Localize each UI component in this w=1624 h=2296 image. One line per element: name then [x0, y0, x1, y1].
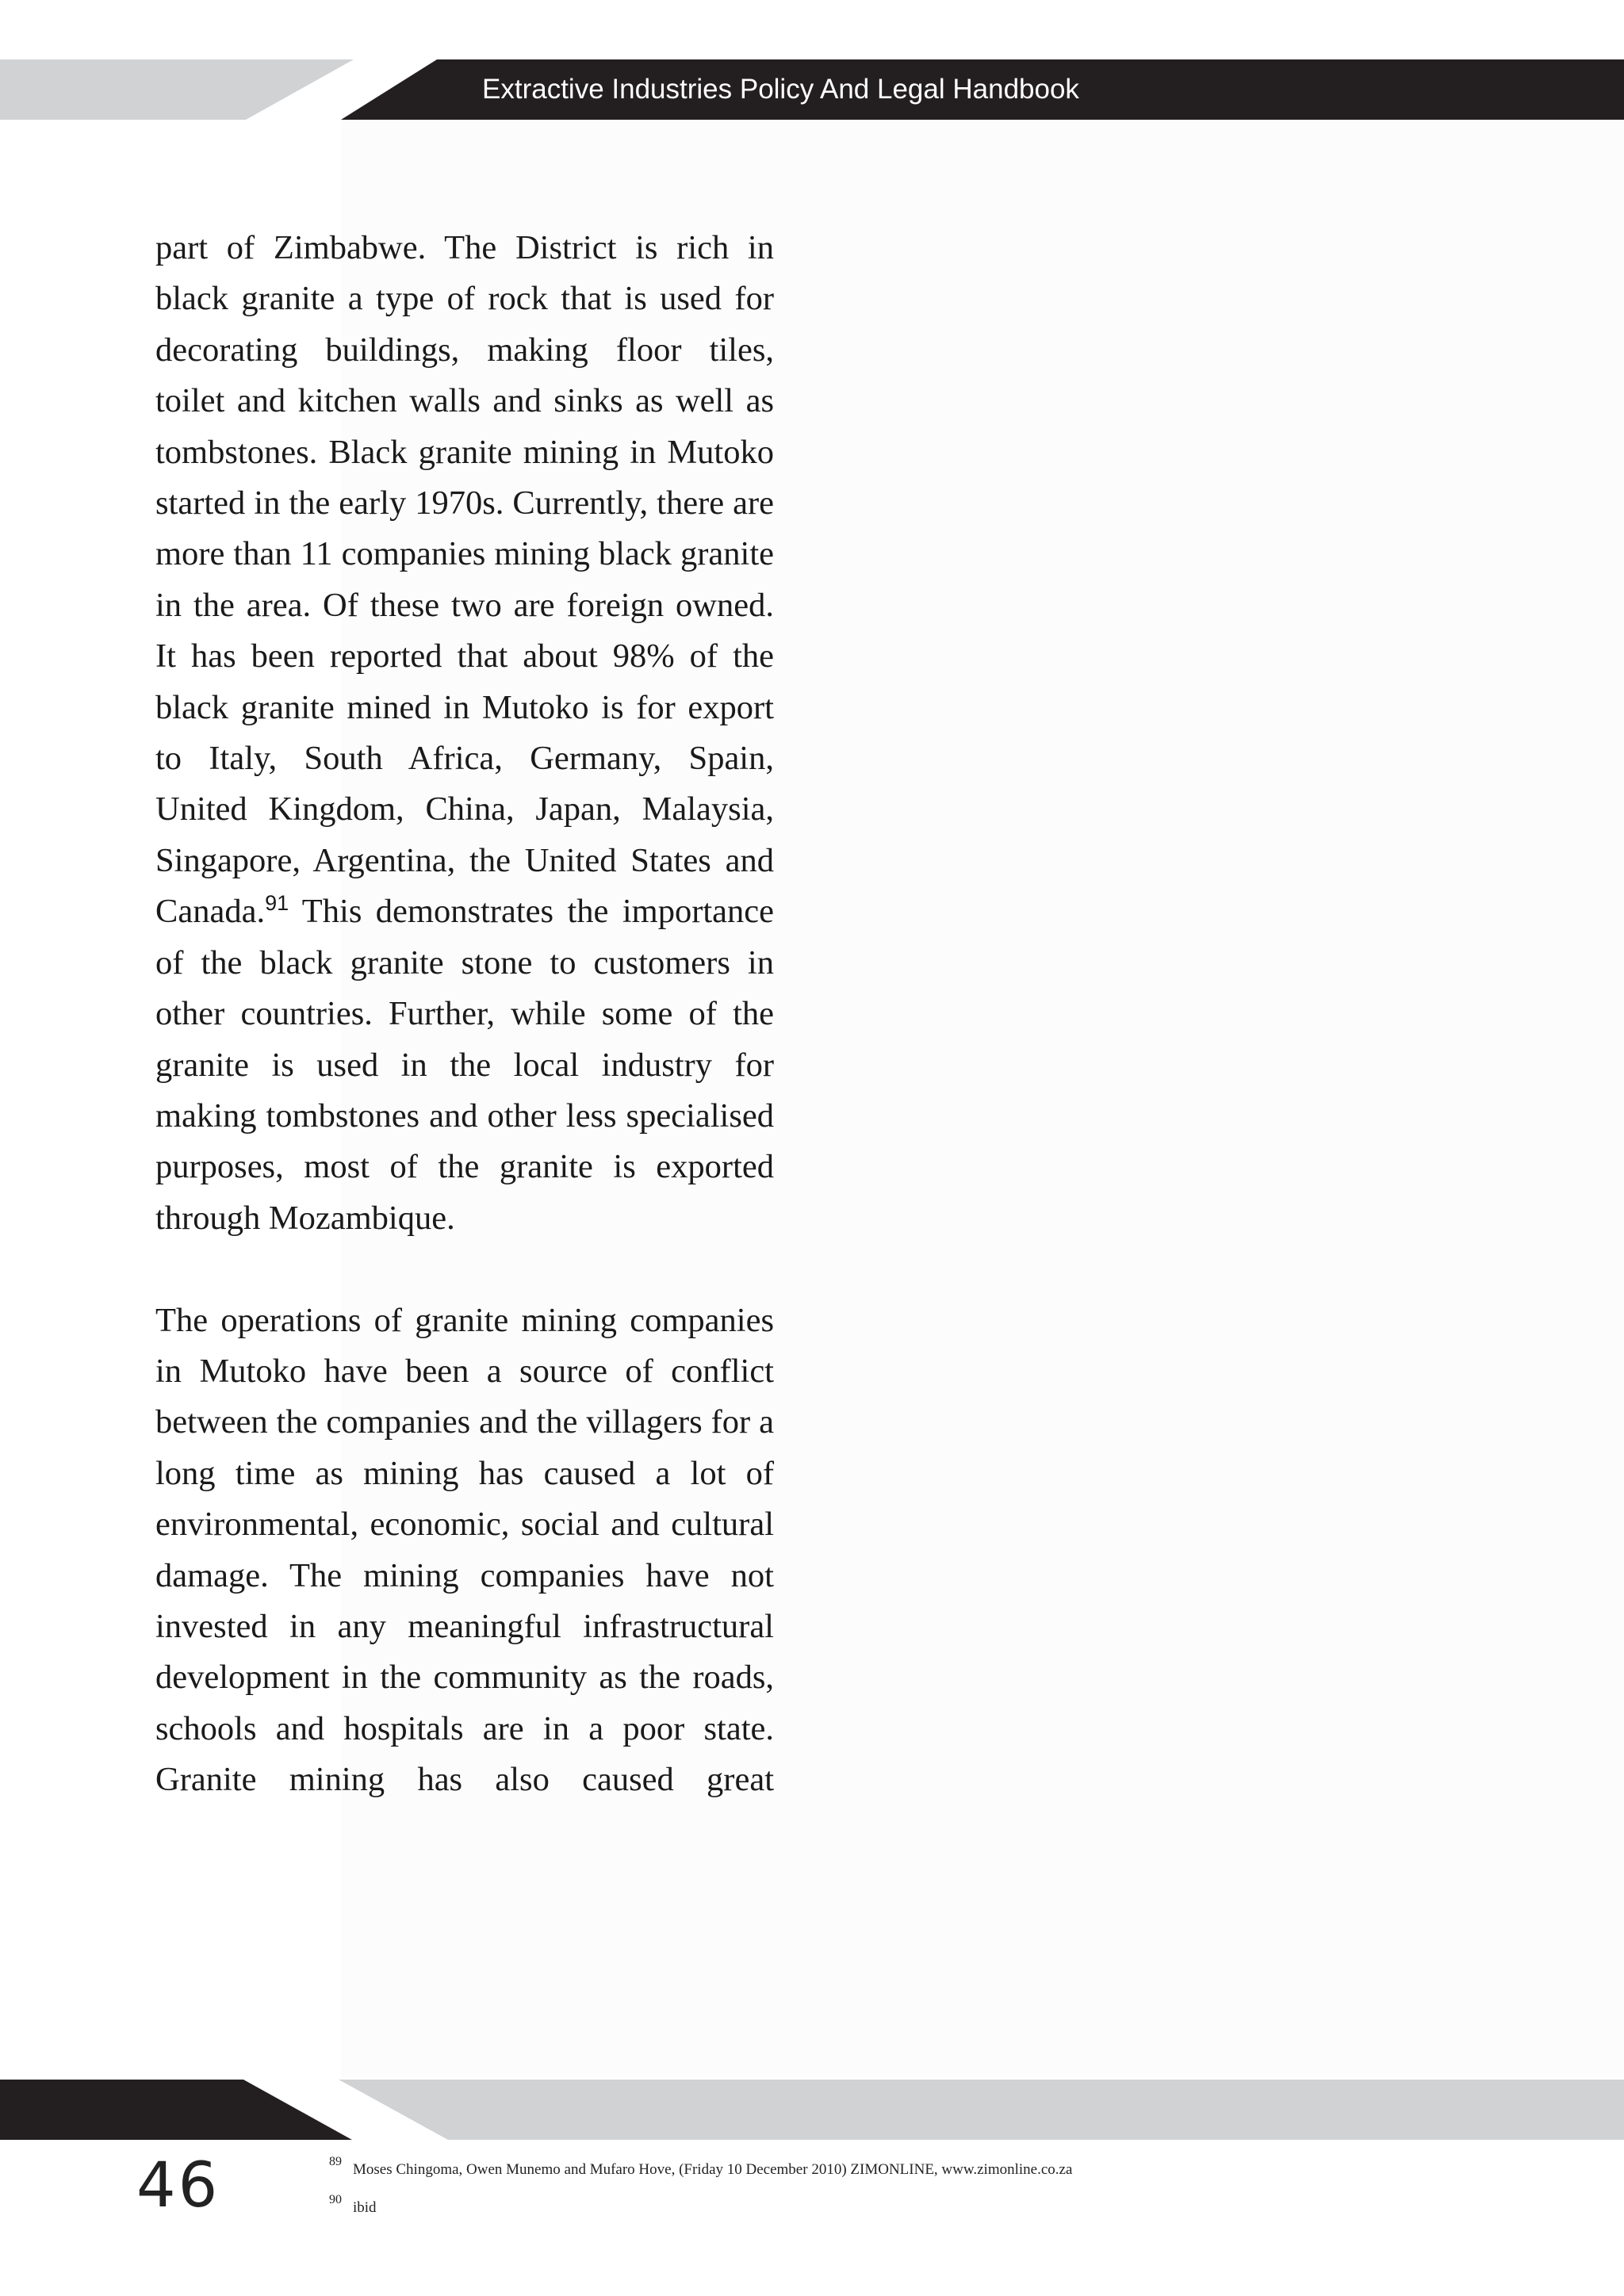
footer-band-dark-shape — [0, 2080, 352, 2140]
footnote-text: ibid — [353, 2199, 377, 2216]
paragraph-1-text-start: part of Zimbabwe. The District is rich in black granite a type of rock that is used for decorating buildings, making floor tiles, toilet and kitchen walls and sinks as well as tombstones. Black granite mining in Mutoko started in the early 1970s. Currently, there are more than 11 companies mining black granite in the area. Of these two are foreign owned. It has been reported that about 98% of the black granite mined in Mutoko is for export to Italy, South Africa, Germany, Spain, United Kingdom, China, Japan, Malaysia, Singapore, Argentina, the United States and Canada. — [155, 229, 774, 931]
body-paragraph-2: The operations of granite mining companies in Mutoko have been a source of conflict between the companies and the villagers for a long time as mining has caused a lot of environmental, economic, social and cultural damage. The mining companies have not invested in any meaningful infrastructural development in the community as the roads, schools and hospitals are in a poor state. Granite mining has also caused great — [155, 1301, 774, 1799]
footnote-number: 90 — [329, 2193, 342, 2206]
header-band-light-shape — [0, 59, 354, 120]
footer-band-light-shape — [339, 2080, 1624, 2140]
footnote-reference: 91 — [265, 891, 289, 916]
footnote-number: 89 — [329, 2155, 342, 2168]
footer-band — [0, 2080, 1624, 2140]
footnote-text: Moses Chingoma, Owen Munemo and Mufaro Hove, (Friday 10 December 2010) ZIMONLINE, www.zimonline.co.za — [353, 2161, 1073, 2178]
body-text — [155, 223, 774, 1806]
running-header-title: Extractive Industries Policy And Legal Handbook — [482, 74, 1079, 105]
paragraph-1-text-end: This demonstrates the importance of the black granite stone to customers in other countries. Further, while some of the granite is used in the local industry for making tombstones and other less specialised purposes, most of the granite is exported through Mozambique. — [155, 893, 774, 1237]
page-number: 46 — [136, 2150, 220, 2221]
body-paragraph-1 — [155, 223, 774, 1244]
